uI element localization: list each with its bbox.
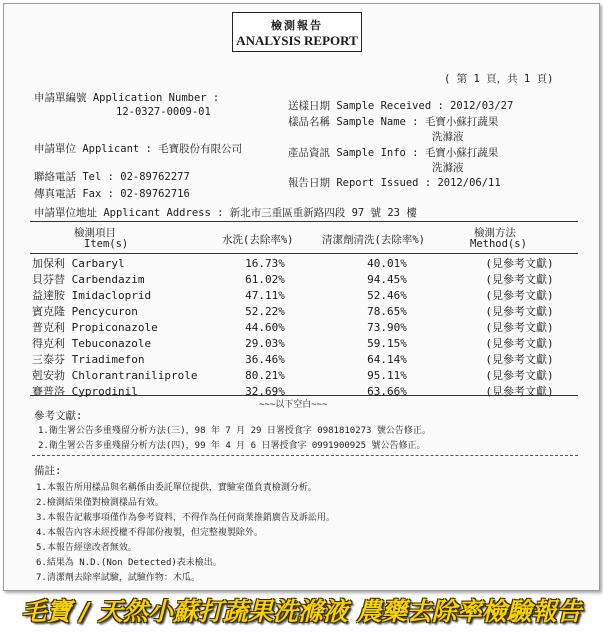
water-removal-rate: 52.22% bbox=[245, 304, 285, 318]
table-row bbox=[32, 367, 577, 383]
col-item-zh: 檢測項目 bbox=[74, 227, 116, 239]
table-row bbox=[32, 255, 577, 271]
section-divider bbox=[32, 455, 578, 456]
sample-info-cont: 洗滌液 bbox=[432, 162, 464, 174]
note-item: 6.結果為 N.D.(Non Detected)表未檢出。 bbox=[36, 558, 222, 568]
report-sheet bbox=[3, 3, 600, 591]
references-heading: 參考文獻: bbox=[34, 410, 83, 422]
method-reference: (見參考文獻) bbox=[485, 337, 554, 350]
note-item: 1.本報告所用樣品與名稱係由委託單位提供，實驗室僅負責檢測分析。 bbox=[36, 483, 317, 493]
pesticide-name: 剋安勃 Chlorantraniliprole bbox=[32, 369, 198, 382]
report-title-en: ANALYSIS REPORT bbox=[236, 33, 358, 48]
table-top-rule bbox=[30, 221, 578, 222]
method-reference: (見參考文獻) bbox=[485, 273, 554, 286]
method-reference: (見參考文獻) bbox=[485, 289, 554, 302]
detergent-removal-rate: 40.01% bbox=[367, 256, 407, 270]
notes-heading: 備註: bbox=[34, 465, 62, 477]
table-bottom-rule bbox=[30, 395, 578, 396]
results-table bbox=[32, 255, 577, 399]
detergent-removal-rate: 63.66% bbox=[367, 384, 407, 398]
method-reference: (見參考文獻) bbox=[485, 257, 554, 270]
pesticide-name: 貝芬替 Carbendazim bbox=[32, 273, 145, 286]
applicant: 申請單位 Applicant : 毛寶股份有限公司 bbox=[34, 143, 243, 155]
pesticide-name: 加保利 Carbaryl bbox=[32, 257, 125, 270]
detergent-removal-rate: 78.65% bbox=[367, 304, 407, 318]
sample-name-cont: 洗滌液 bbox=[432, 131, 464, 143]
table-row bbox=[32, 335, 577, 351]
table-row bbox=[32, 351, 577, 367]
pesticide-name: 賽普洛 Cyprodinil bbox=[32, 385, 138, 398]
tel: 聯絡電話 Tel : 02-89762277 bbox=[34, 171, 190, 183]
note-item: 7.清潔劑去除率試驗，試驗作物：木瓜。 bbox=[36, 573, 200, 583]
report-issued: 報告日期 Report Issued : 2012/06/11 bbox=[288, 177, 501, 189]
application-number-value: 12-0327-0009-01 bbox=[116, 106, 211, 118]
water-removal-rate: 44.60% bbox=[245, 320, 285, 334]
pesticide-name: 益達胺 Imidacloprid bbox=[32, 289, 152, 302]
water-removal-rate: 61.02% bbox=[245, 272, 285, 286]
water-removal-rate: 29.03% bbox=[245, 336, 285, 350]
method-reference: (見參考文獻) bbox=[485, 353, 554, 366]
note-item: 5.本報告經塗改者無效。 bbox=[36, 543, 137, 553]
water-removal-rate: 32.69% bbox=[245, 384, 285, 398]
water-removal-rate: 36.46% bbox=[245, 352, 285, 366]
application-number-label: 申請單編號 Application Number : bbox=[34, 92, 220, 104]
detergent-removal-rate: 94.45% bbox=[367, 272, 407, 286]
pesticide-name: 三泰芬 Triadimefon bbox=[32, 353, 145, 366]
col-method-en: Method(s) bbox=[470, 238, 527, 250]
report-title-zh: 檢測報告 bbox=[271, 19, 323, 32]
applicant-address: 申請單位地址 Applicant Address : 新北市三重區重新路四段 97 號 23 樓 bbox=[34, 207, 417, 219]
reference-item: 1.衛生署公告多重殘留分析方法(三)，98 年 7 月 29 日署授食字 0981810273 號公告修正。 bbox=[38, 426, 431, 436]
col-water: 水洗(去除率%) bbox=[222, 234, 294, 246]
table-row bbox=[32, 303, 577, 319]
note-item: 4.本報告內容未經授權不得部份複製，但完整複製除外。 bbox=[36, 528, 263, 538]
reference-item: 2.衛生署公告多重殘留分析方法(四)，99 年 4 月 6 日署授食字 0991900925 號公告修正。 bbox=[38, 441, 426, 451]
detergent-removal-rate: 73.90% bbox=[367, 320, 407, 334]
table-row bbox=[32, 319, 577, 335]
water-removal-rate: 80.21% bbox=[245, 368, 285, 382]
sample-received: 送樣日期 Sample Received : 2012/03/27 bbox=[288, 100, 514, 112]
pesticide-name: 賓克隆 Pencycuron bbox=[32, 305, 138, 318]
pesticide-name: 得克利 Tebuconazole bbox=[32, 337, 152, 350]
table-header-rule bbox=[30, 253, 578, 254]
col-wash: 清潔劑清洗(去除率%) bbox=[322, 234, 425, 246]
col-item-en: Item(s) bbox=[84, 238, 129, 250]
method-reference: (見參考文獻) bbox=[485, 305, 554, 318]
end-marker: ~~~以下空白~~~ bbox=[259, 400, 328, 410]
detergent-removal-rate: 59.15% bbox=[367, 336, 407, 350]
detergent-removal-rate: 52.46% bbox=[367, 288, 407, 302]
water-removal-rate: 47.11% bbox=[245, 288, 285, 302]
method-reference: (見參考文獻) bbox=[485, 385, 554, 398]
detergent-removal-rate: 64.14% bbox=[367, 352, 407, 366]
method-reference: (見參考文獻) bbox=[485, 369, 554, 382]
table-row bbox=[32, 271, 577, 287]
pesticide-name: 普克利 Propiconazole bbox=[32, 321, 158, 334]
note-item: 3.本報告記載事項僅作為參考資料，不得作為任何商業推銷廣告及訴訟用。 bbox=[36, 513, 335, 523]
sample-name: 樣品名稱 Sample Name : 毛寶小蘇打蔬果 bbox=[288, 116, 499, 128]
fax: 傳真電話 Fax : 02-89762716 bbox=[34, 188, 190, 200]
sample-info: 產品資訊 Sample Info : 毛寶小蘇打蔬果 bbox=[288, 147, 499, 159]
detergent-removal-rate: 95.11% bbox=[367, 368, 407, 382]
method-reference: (見參考文獻) bbox=[485, 321, 554, 334]
caption-banner: 毛寶 / 天然小蘇打蔬果洗滌液 農藥去除率檢驗報告 bbox=[21, 597, 582, 626]
report-title-box bbox=[232, 12, 362, 52]
page-indicator: ( 第 1 頁，共 1 頁) bbox=[444, 73, 554, 85]
note-item: 2.檢測結果僅對檢測樣品有效。 bbox=[36, 498, 164, 508]
table-row bbox=[32, 287, 577, 303]
col-method-zh: 檢測方法 bbox=[474, 227, 516, 239]
water-removal-rate: 16.73% bbox=[245, 256, 285, 270]
